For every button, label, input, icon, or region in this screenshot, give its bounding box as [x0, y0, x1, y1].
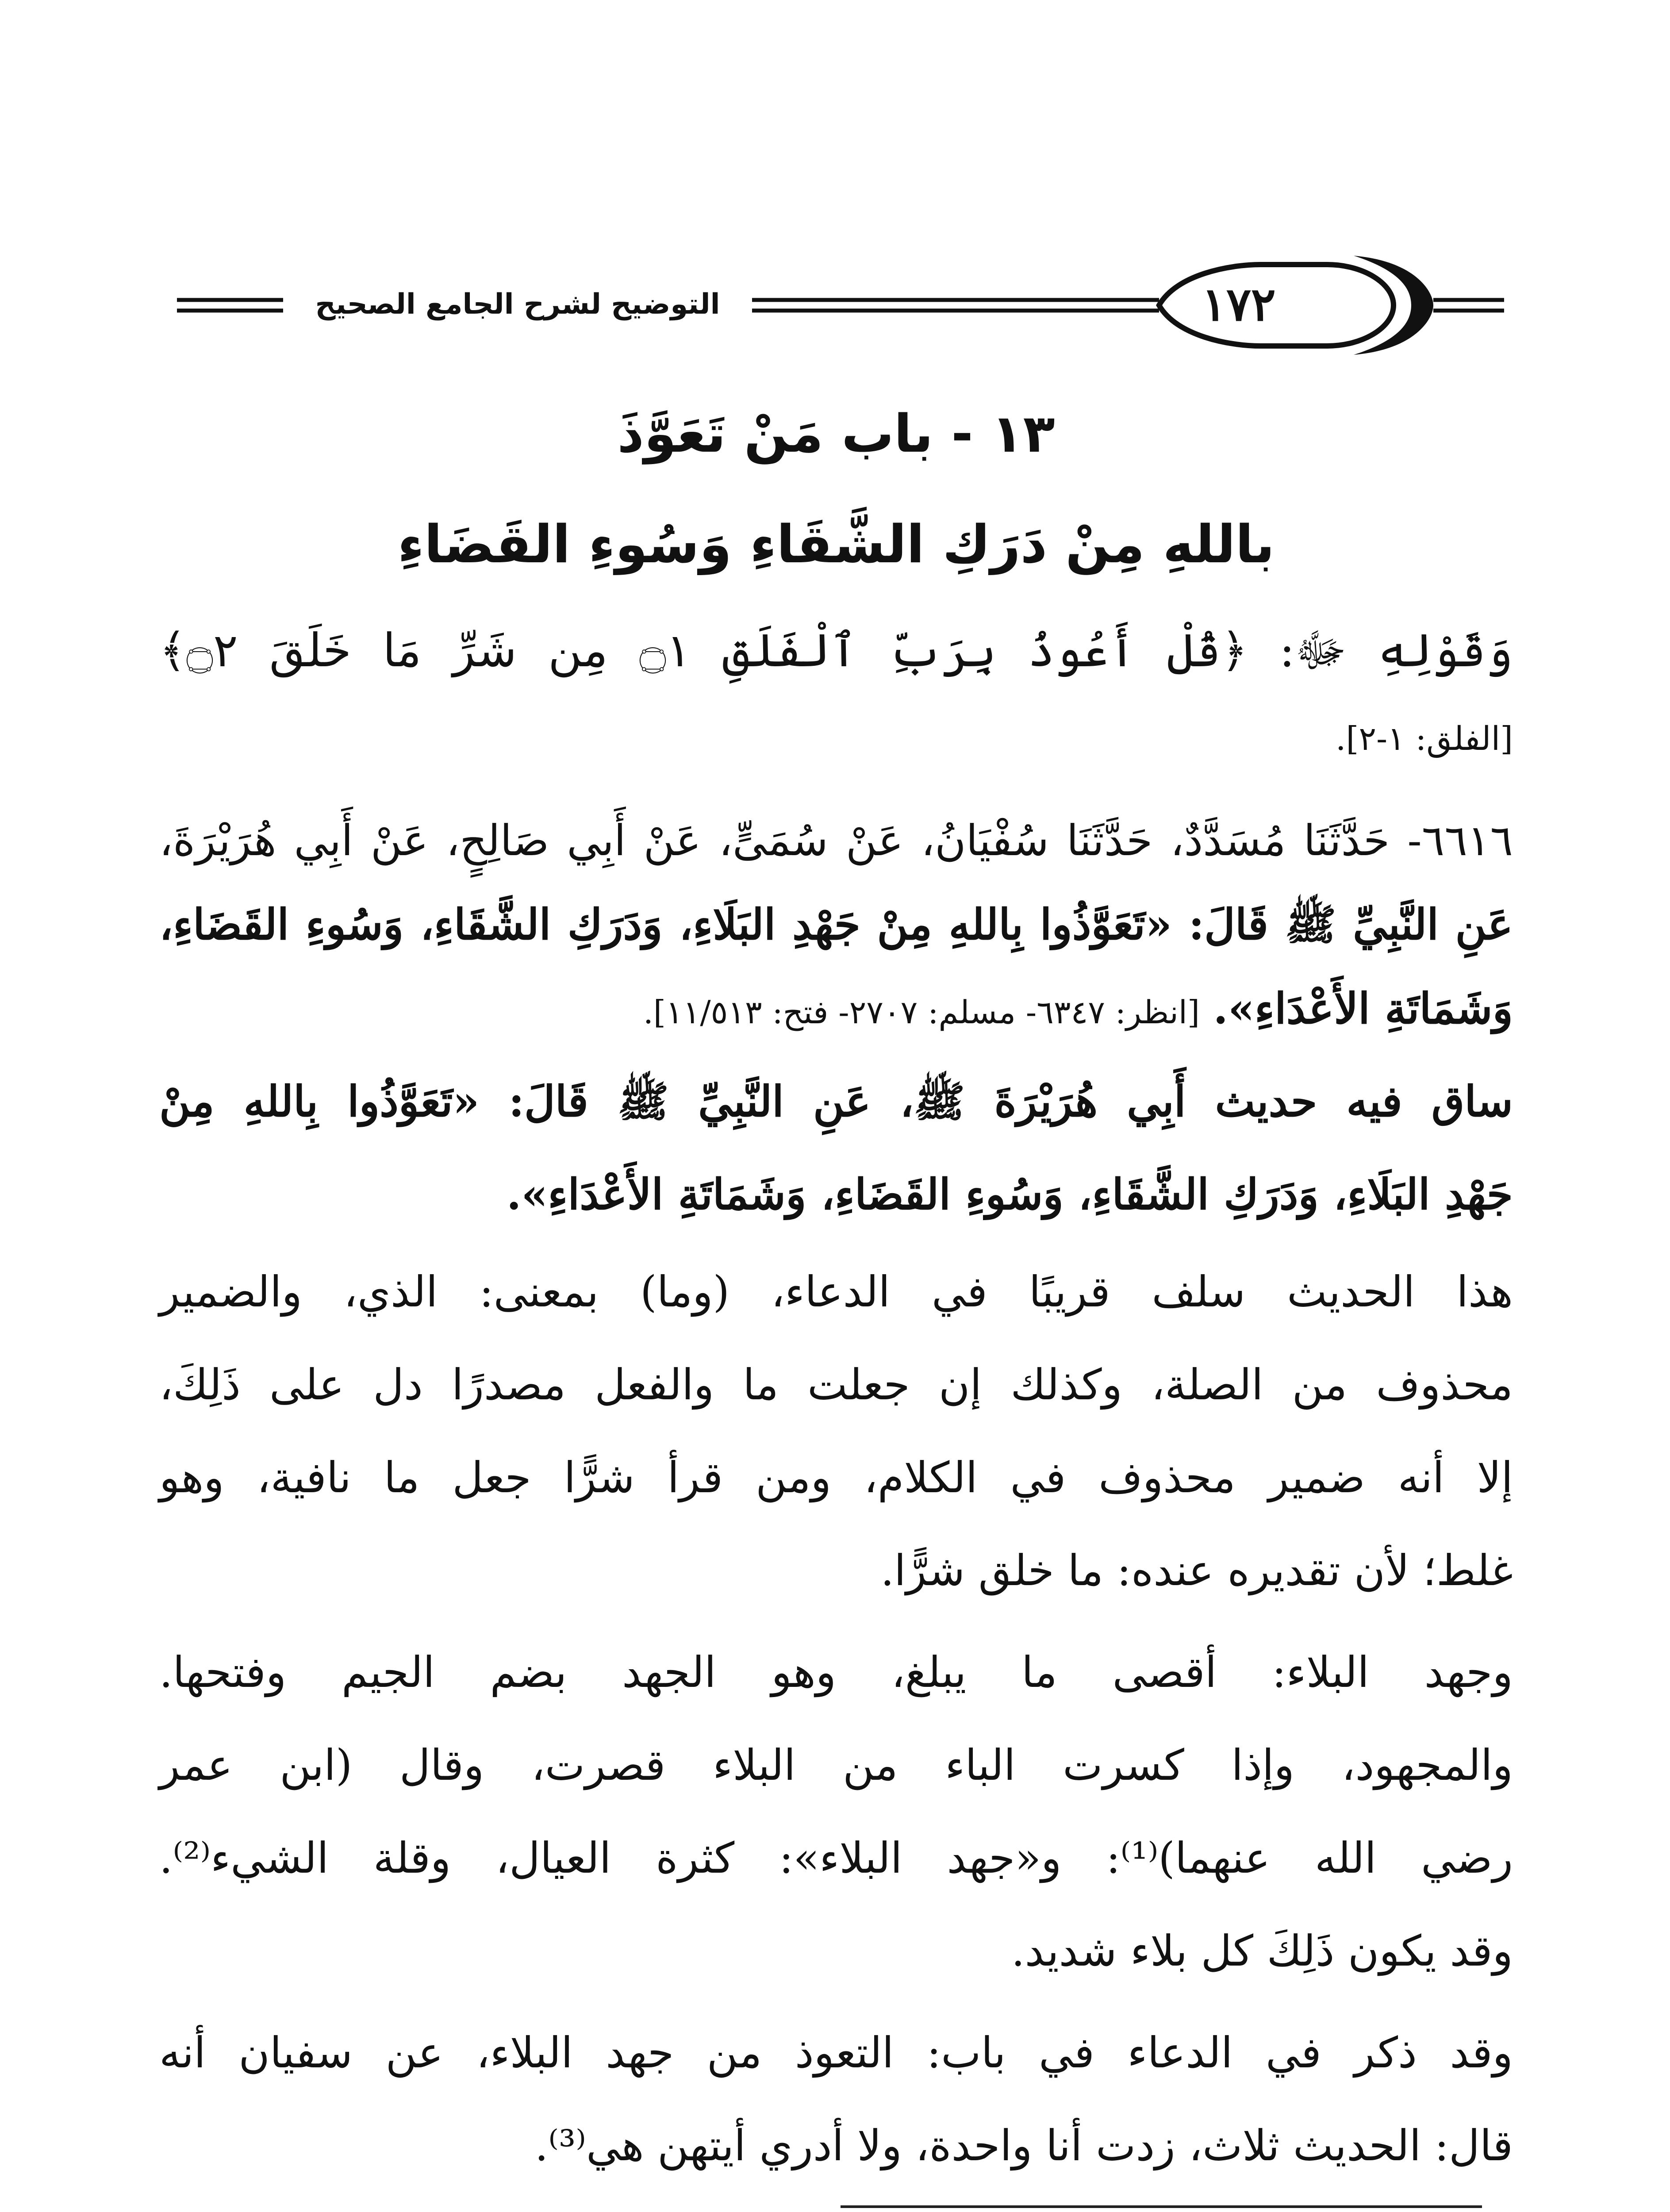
para3-line-4: وقد يكون ذَلِكَ كل بلاء شديد.	[1011, 1926, 1513, 1976]
para3-line-3: رضي الله عنهما)⁽¹⁾: و«جهد البلاء»: كثرة العيال، وقلة الشيء⁽²⁾.	[159, 1833, 1513, 1883]
para2-line-2: محذوف من الصلة، وكذلك إن جعلت ما والفعل مصدرًا دل على ذَلِكَ،	[159, 1360, 1513, 1409]
para3-line-2: والمجهود، وإذا كسرت الباء من البلاء قصرت، وقال (ابن عمر	[159, 1740, 1513, 1790]
para3-line-1: وجهد البلاء: أقصى ما يبلغ، وهو الجهد بضم الجيم وفتحها.	[159, 1647, 1513, 1697]
verse-reference: [الفلق: ١-٢].	[1336, 720, 1513, 758]
para1-line-2: جَهْدِ البَلَاءِ، وَدَرَكِ الشَّقَاءِ، وَسُوءِ القَضَاءِ، وَشَمَاتَةِ الأَعْدَاءِ».	[506, 1169, 1513, 1219]
chapter-title-line-2: باللهِ مِنْ دَرَكِ الشَّقَاءِ وَسُوءِ القَضَاءِ	[397, 514, 1275, 575]
para4-line-1: وقد ذكر في الدعاء في باب: التعوذ من جهد البلاء، عن سفيان أنه	[159, 2028, 1513, 2078]
hadith-line-3-main: وَشَمَاتَةِ الأَعْدَاءِ».	[1213, 983, 1513, 1033]
para2-line-1: هذا الحديث سلف قريبًا في الدعاء، (وما) بمعنى: الذي، والضمير	[159, 1267, 1513, 1317]
footnote-divider	[841, 2205, 1482, 2208]
hadith-line-1: ٦٦١٦- حَدَّثَنَا مُسَدَّدٌ، حَدَّثَنَا سُفْيَانُ، عَنْ سُمَىٍّ، عَنْ أَبِي صَالِحٍ، عَنْ أَبِي هُرَيْرَةَ،	[159, 816, 1513, 865]
hadith-line-2: عَنِ النَّبِيِّ ﷺ قَالَ: «تَعَوَّذُوا بِاللهِ مِنْ جَهْدِ البَلَاءِ، وَدَرَكِ الشَّقَاءِ، وَسُوءِ القَضَاءِ،	[159, 899, 1513, 949]
para2-line-3: إلا أنه ضمير محذوف في الكلام، ومن قرأ شرًّا جعل ما نافية، وهو	[159, 1453, 1513, 1502]
para4-line-2: قال: الحديث ثلاث، زدت أنا واحدة، ولا أدري أيتهن هي⁽³⁾.	[534, 2121, 1513, 2170]
running-title: التوضيح لشرح الجامع الصحيح	[283, 273, 752, 335]
hadith-line-3	[159, 973, 1513, 1044]
para2-line-4: غلط؛ لأن تقديره عنده: ما خلق شرًّا.	[880, 1546, 1513, 1595]
page-number: ١٧٢	[1202, 277, 1276, 331]
verse-line: وَقَوْلِهِ ﷻ: ﴿قُلْ أَعُوذُ بِرَبِّ ٱلْفَلَقِ ۝١ مِن شَرِّ مَا خَلَقَ ۝٢﴾	[159, 623, 1513, 677]
hadith-reference: [انظر: ٦٣٤٧- مسلم: ٢٧٠٧- فتح: ١١/٥١٣].	[643, 994, 1200, 1031]
chapter-title-line-1: ١٣ - باب مَنْ تَعَوَّذَ	[617, 403, 1055, 464]
para1-line-1: ساق فيه حديث أَبِي هُرَيْرَةَ ﷺ، عَنِ النَّبِيِّ ﷺ قَالَ: «تَعَوَّذُوا بِاللهِ مِنْ	[159, 1076, 1513, 1126]
